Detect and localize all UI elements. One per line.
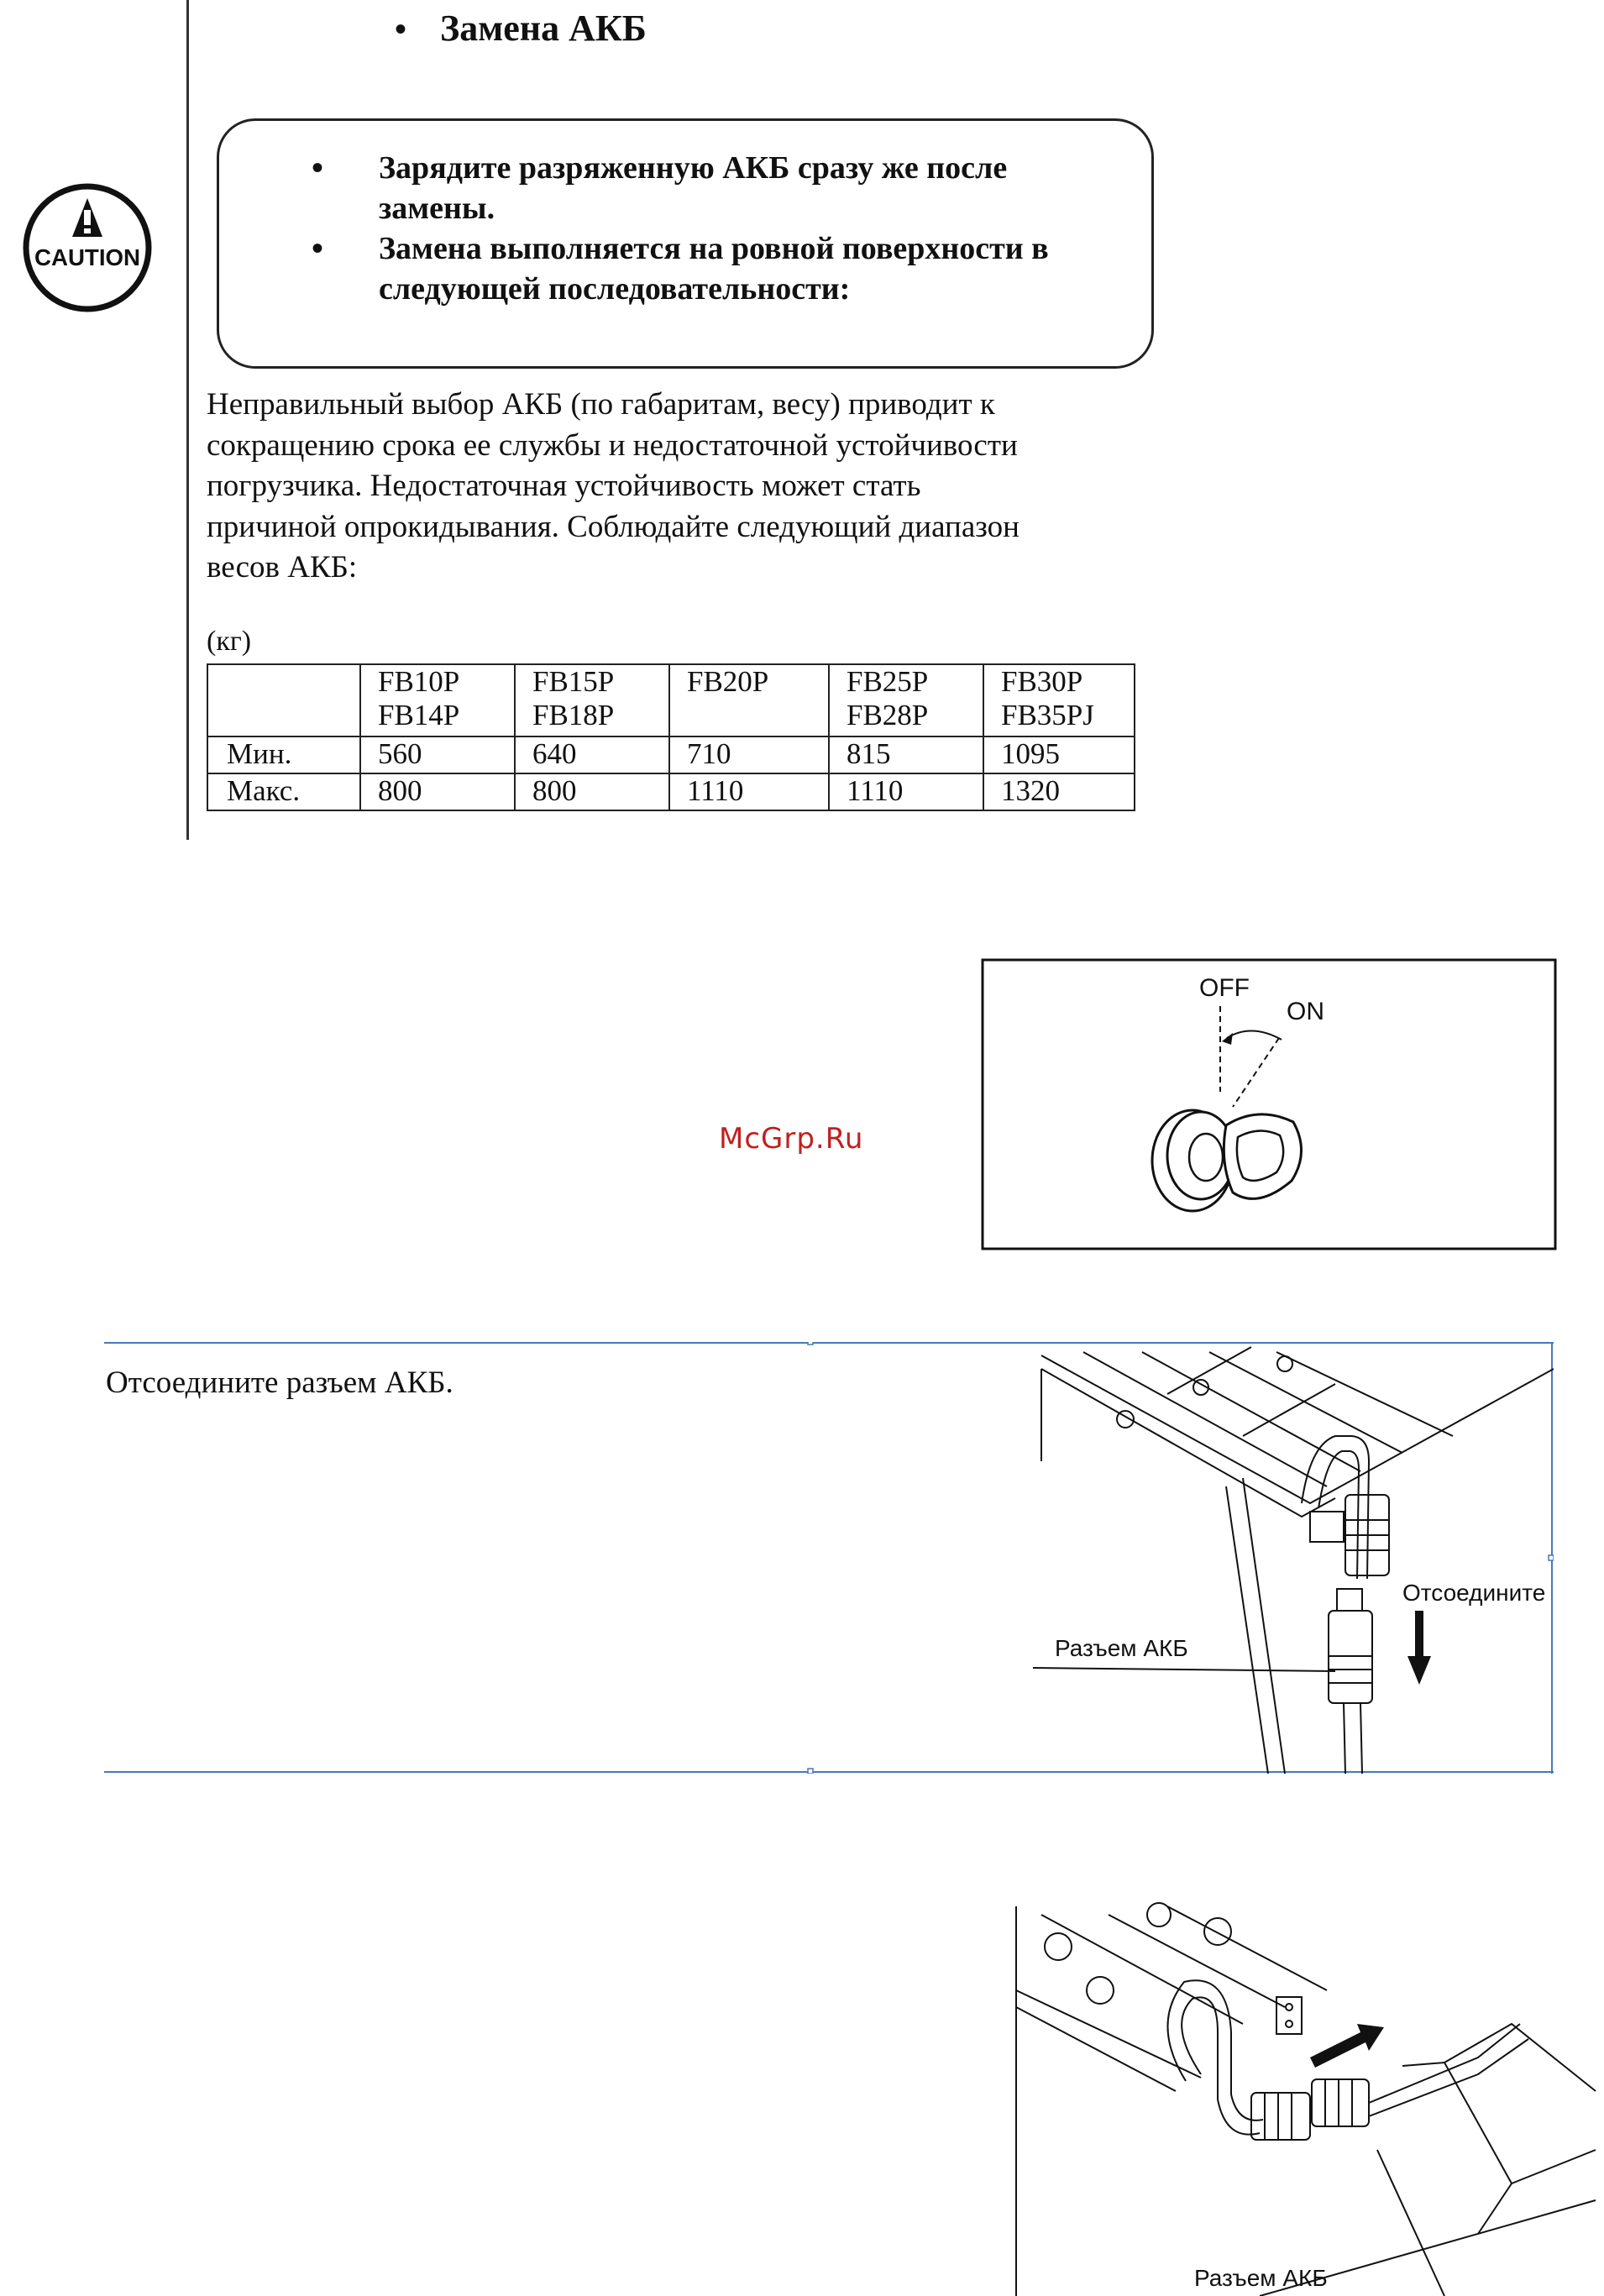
paragraph-line: причиной опрокидывания. Соблюдайте следующий диапазон [207, 509, 1020, 544]
table-row [207, 737, 1135, 773]
table-unit: (кг) [207, 626, 252, 657]
table-row [207, 773, 1135, 810]
table-cell: 1095 [983, 737, 1135, 773]
table-header-cell: FB15P FB18P [515, 664, 669, 737]
pull-arrow-icon [1310, 2024, 1384, 2068]
table-header-cell: FB25P FB28P [829, 664, 983, 737]
warning-item: • Замена выполняется на ровной поверхности в следующей последовательности: [312, 228, 1118, 309]
warning-list [312, 148, 1118, 309]
battery-pull-figure [1008, 1898, 1604, 2296]
table-cell: Мин. [207, 737, 360, 773]
paragraph-line: Неправильный выбор АКБ (по габаритам, весу) приводит к [207, 387, 995, 422]
warning-item: • Зарядите разряженную АКБ сразу же после замены. [312, 148, 1118, 228]
table-cell: 815 [829, 737, 983, 773]
caution-triangle-icon [72, 198, 102, 237]
watermark: McGrp.Ru [719, 1122, 864, 1156]
margin-rule [186, 0, 189, 840]
table-header-cell: FB10P FB14P [360, 664, 515, 737]
disconnect-instruction: Отсоедините разъем АКБ. [106, 1366, 453, 1400]
table-cell: 640 [515, 737, 669, 773]
intro-paragraph [207, 385, 1181, 589]
key-switch-figure [981, 957, 1558, 1251]
paragraph-line: погрузчика. Недостаточная устойчивость может стать [207, 469, 921, 503]
paragraph-line: сокращению срока ее службы и недостаточной устойчивости [207, 427, 1018, 463]
table-cell: 1110 [669, 773, 829, 810]
battery-weight-table [207, 663, 1135, 811]
section-heading-text: Замена АКБ [440, 8, 647, 49]
connector-label: Разъем АКБ [1055, 1635, 1188, 1661]
caution-badge [21, 181, 154, 314]
table-header-cell: FB20P [669, 664, 829, 737]
on-label: ON [1287, 998, 1324, 1025]
table-cell: 560 [360, 737, 515, 773]
table-cell: Макс. [207, 773, 360, 810]
table-cell: 710 [669, 737, 829, 773]
table-header-cell: FB30P FB35PJ [983, 664, 1135, 737]
warning-box [217, 118, 1154, 369]
section-heading: • Замена АКБ [395, 8, 647, 49]
table-header-row [207, 664, 1135, 737]
connector-label: Разъем АКБ [1194, 2265, 1328, 2291]
paragraph-line: весов АКБ: [207, 550, 358, 584]
disconnect-label: Отсоедините [1402, 1580, 1546, 1606]
table-cell: 800 [515, 773, 669, 810]
table-header-cell [207, 664, 360, 737]
off-label: OFF [1199, 974, 1250, 1002]
battery-connector-figure [1033, 1344, 1554, 1774]
table-cell: 800 [360, 773, 515, 810]
table-cell: 1320 [983, 773, 1135, 810]
down-arrow-icon [1407, 1611, 1431, 1685]
table-cell: 1110 [829, 773, 983, 810]
caution-label: CAUTION [34, 244, 140, 270]
